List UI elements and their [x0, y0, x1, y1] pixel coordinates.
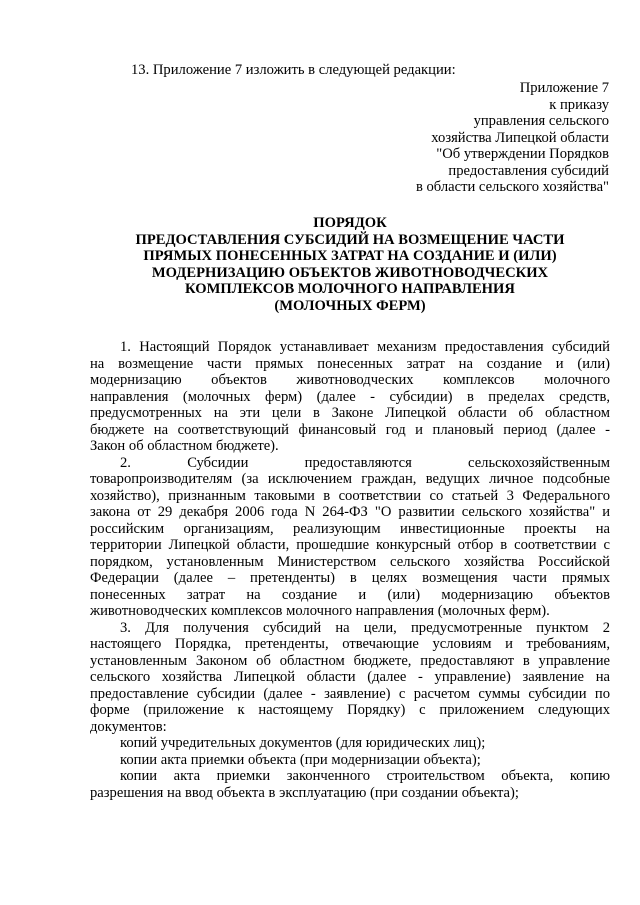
document-body — [90, 339, 610, 801]
title-line: ПОРЯДОК — [313, 215, 387, 231]
text-line: российским организациям, реализующим инвестиционные проекты на — [90, 520, 610, 537]
text-line: 3. Для получения субсидий на цели, предусмотренные пунктом 2 — [120, 619, 610, 636]
list-item — [90, 768, 610, 801]
appendix-header — [416, 80, 609, 196]
text-line: закона от 29 декабря 2006 года N 264-ФЗ "О развитии сельского хозяйства" и — [90, 504, 610, 520]
text-line: территории Липецкой области, прошедшие конкурсный отбор в соответствии с — [90, 537, 610, 553]
appendix-line: "Об утверждении Порядков — [436, 146, 609, 162]
text-line: Закон об областном бюджете). — [90, 438, 279, 454]
text-line: животноводческих комплексов молочного направления (молочных ферм). — [90, 603, 550, 619]
appendix-line: управления сельского — [473, 113, 609, 129]
appendix-line: в области сельского хозяйства" — [415, 179, 609, 195]
title-line: МОДЕРНИЗАЦИЮ ОБЪЕКТОВ ЖИВОТНОВОДЧЕСКИХ — [151, 264, 549, 281]
text-line: модернизацию объектов животноводческих комплексов молочного — [90, 372, 610, 388]
text-line: порядком, установленным Министерством сельского хозяйства Российской — [90, 553, 610, 570]
appendix-line: к приказу — [549, 96, 609, 113]
text-line: настоящего Порядка, претенденты, отвечающие условиям и требованиям, — [90, 636, 610, 652]
title-line: (МОЛОЧНЫХ ФЕРМ) — [274, 297, 426, 314]
paragraph-3 — [90, 620, 610, 736]
text-line: разрешения на ввод объекта в эксплуатацию (при создании объекта); — [90, 784, 519, 801]
text-line: понесенных затрат на создание и (или) модернизацию объектов — [90, 586, 610, 603]
text-line: товаропроизводителям (за исключением граждан, ведущих личное подсобные — [90, 471, 610, 487]
document-title — [90, 215, 610, 315]
text-line: установленным Законом об областном бюджете, предоставляют в управление — [90, 652, 610, 669]
text-line: Федерации (далее – претенденты) в целях возмещения части прямых — [90, 570, 610, 586]
list-item: копии акта приемки объекта (при модернизации объекта); — [120, 751, 481, 768]
title-line: ПРЕДОСТАВЛЕНИЯ СУБСИДИЙ НА ВОЗМЕЩЕНИЕ ЧАСТИ — [135, 231, 565, 248]
text-line: на возмещение части прямых понесенных затрат на создание и (или) — [90, 355, 610, 372]
intro-line: 13. Приложение 7 изложить в следующей редакции: — [131, 62, 456, 78]
text-line: направления (молочных ферм) (далее - субсидии) в пределах средств, — [90, 388, 610, 405]
text-line: предоставление субсидии (далее - заявление) с расчетом суммы субсидии по — [90, 685, 610, 702]
title-line: ПРЯМЫХ ПОНЕСЕННЫХ ЗАТРАТ НА СОЗДАНИЕ И (ИЛИ) — [143, 248, 557, 265]
text-line: бюджете на соответствующий финансовый год и плановый период (далее - — [90, 421, 610, 438]
title-line: КОМПЛЕКСОВ МОЛОЧНОГО НАПРАВЛЕНИЯ — [185, 281, 515, 298]
text-line: хозяйство), признанным таковыми в соответствии со статьей 3 Федерального — [90, 487, 610, 504]
appendix-line: предоставления субсидий — [448, 162, 609, 179]
list-item: копий учредительных документов (для юридических лиц); — [120, 735, 486, 751]
paragraph-2 — [90, 455, 610, 620]
text-line: 2. Субсидии предоставляются сельскохозяйственным — [120, 454, 610, 471]
appendix-line: Приложение 7 — [519, 80, 609, 96]
text-line: 1. Настоящий Порядок устанавливает механизм предоставления субсидий — [120, 339, 610, 355]
text-line: копии акта приемки законченного строительством объекта, копию — [120, 768, 610, 784]
text-line: предусмотренных на эти цели в Законе Липецкой области об областном — [90, 405, 610, 421]
paragraph-1 — [90, 339, 610, 455]
text-line: сельского хозяйства Липецкой области (далее - управление) заявление на — [90, 669, 610, 685]
text-line: форме (приложение к настоящему Порядку) с приложением следующих — [90, 702, 610, 718]
appendix-line: хозяйства Липецкой области — [431, 129, 609, 146]
text-line: документов: — [90, 718, 167, 735]
